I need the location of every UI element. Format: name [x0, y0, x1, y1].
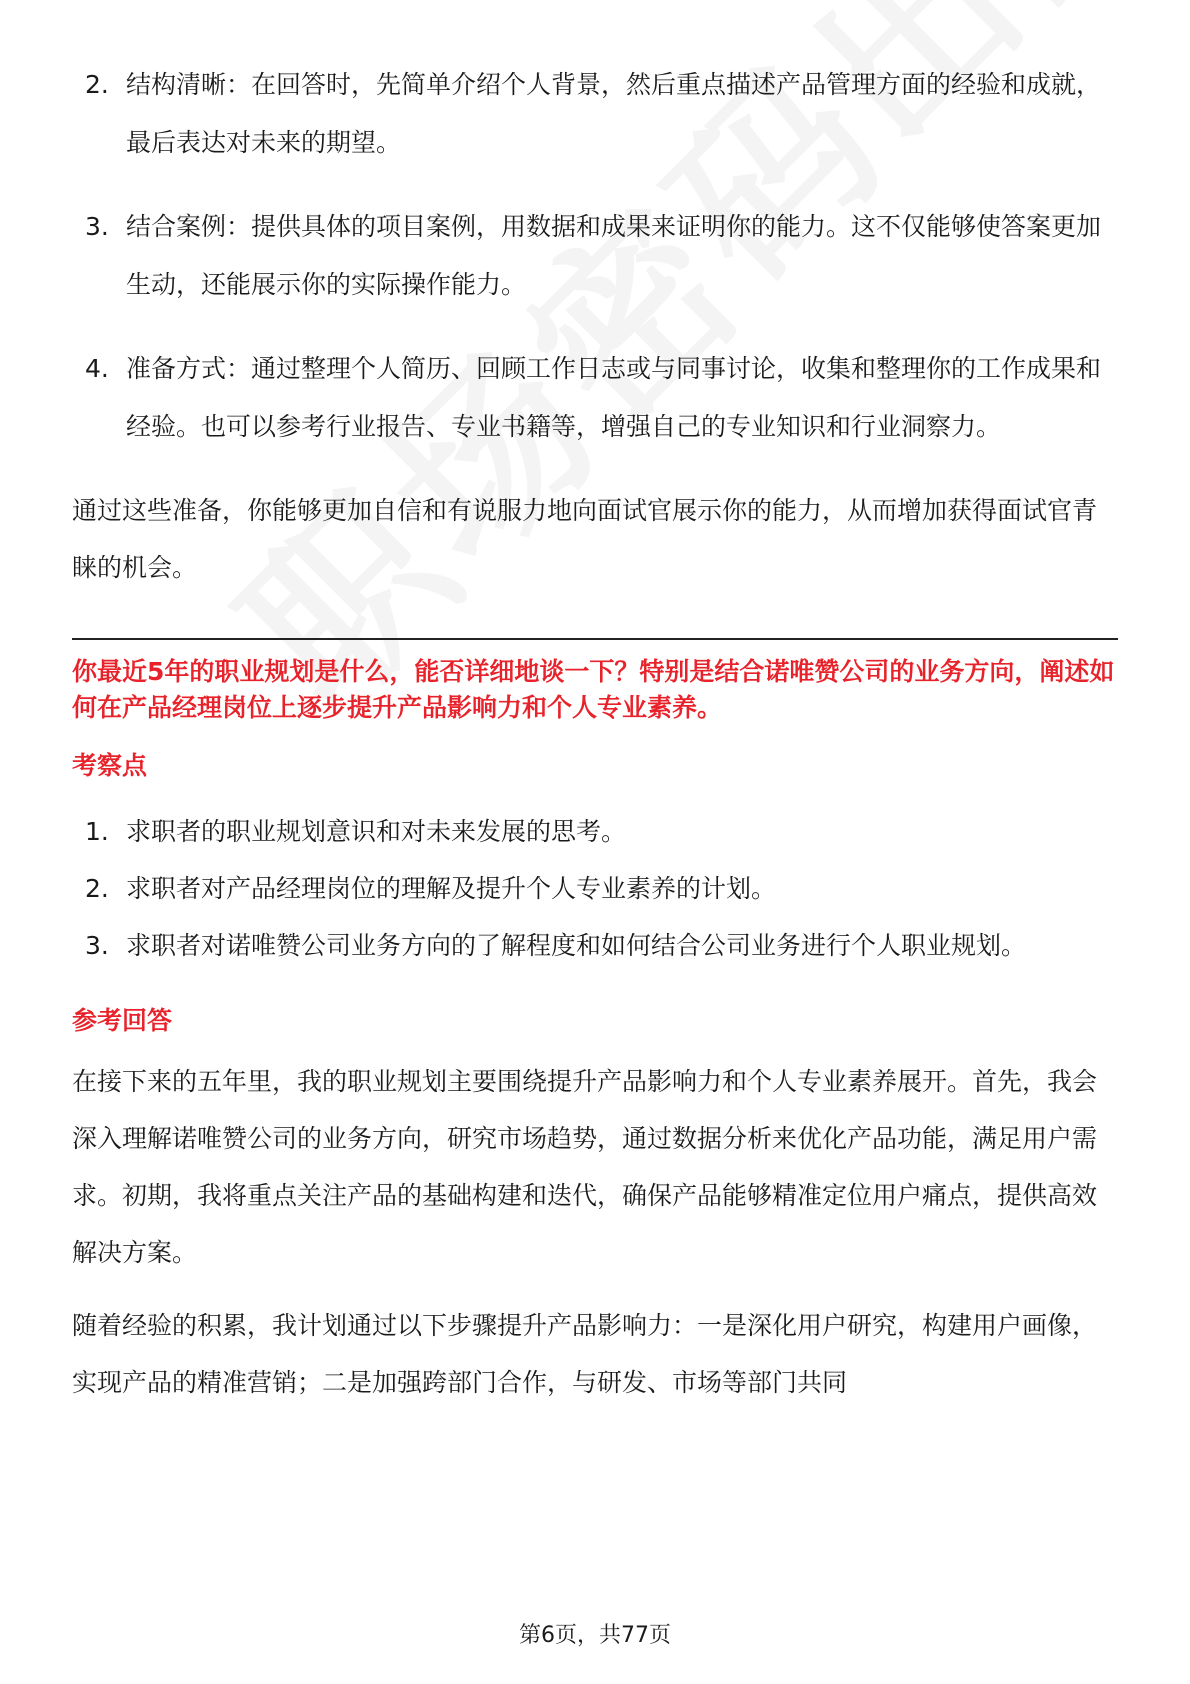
answer-heading: 参考回答: [72, 1006, 173, 1035]
section-divider: [72, 638, 1118, 640]
list-item: 1. 求职者的职业规划意识和对未来发展的思考。: [85, 817, 627, 846]
list-item: 4. 准备方式：通过整理个人简历、回顾工作日志或与同事讨论，收集和整理你的工作成果和经验。也可以参考行业报告、专业书籍等，增强自己的专业知识和行业洞察力。: [85, 354, 1102, 441]
interview-question: 你最近5年的职业规划是什么，能否详细地谈一下？特别是结合诺唯赞公司的业务方向，阐述如何在产品经理岗位上逐步提升产品影响力和个人专业素养。: [72, 657, 1115, 722]
list-item: 2. 结构清晰：在回答时，先简单介绍个人背景，然后重点描述产品管理方面的经验和成就，最后表达对未来的期望。: [85, 70, 1102, 157]
page-footer: 第6页，共77页: [519, 1623, 671, 1648]
answer-paragraph: 在接下来的五年里，我的职业规划主要围绕提升产品影响力和个人专业素养展开。首先，我会深入理解诺唯赞公司的业务方向，研究市场趋势，通过数据分析来优化产品功能，满足用户需求。初期，我将重点关注产品的基础构建和迭代，确保产品能够精准定位用户痛点，提供高效解决方案。: [72, 1067, 1098, 1267]
summary-paragraph: 通过这些准备，你能够更加自信和有说服力地向面试官展示你的能力，从而增加获得面试官青睐的机会。: [72, 496, 1098, 582]
document-body: [72, 56, 1118, 1411]
paragraph-gap: [72, 1281, 1118, 1297]
answer-paragraph: 随着经验的积累，我计划通过以下步骤提升产品影响力：一是深化用户研究，构建用户画像，实现产品的精准营销；二是加强跨部门合作，与研发、市场等部门共同: [72, 1311, 1098, 1397]
points-heading: 考察点: [72, 751, 148, 780]
assessment-points-list: [72, 804, 1118, 973]
list-item: 2. 求职者对产品经理岗位的理解及提升个人专业素养的计划。: [85, 874, 777, 903]
prep-tips-list: [72, 56, 1118, 456]
list-item: 3. 结合案例：提供具体的项目案例，用数据和成果来证明你的能力。这不仅能够使答案更加生动，还能展示你的实际操作能力。: [85, 212, 1102, 299]
list-item: 3. 求职者对诺唯赞公司业务方向的了解程度和如何结合公司业务进行个人职业规划。: [85, 931, 1027, 960]
